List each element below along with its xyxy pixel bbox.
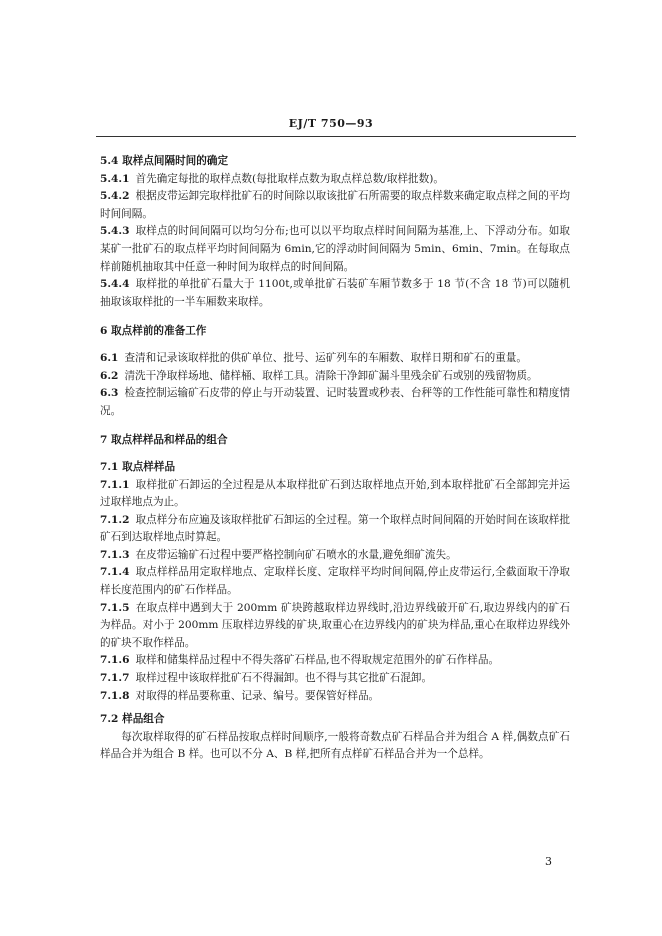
clause-paragraph <box>100 512 570 547</box>
clause-paragraph <box>100 223 570 276</box>
clause-text: 取点样分布应遍及该取样批矿石卸运的全过程。第一个取样点时间间隔的开始时间在该取样批矿石到达取样地点时算起。 <box>100 513 570 544</box>
section-5-4-list <box>100 171 570 312</box>
clause-paragraph <box>100 600 570 653</box>
paragraph-7-2: 每次取样取得的矿石样品按取点样时间顺序,一般将奇数点矿石样品合并为组合 A 样,偶数点矿石样品合并为组合 B 样。也可以不分 A、B 样,把所有点样矿石样品合并为一个总样。 <box>100 730 570 761</box>
clause-number: 6.3 <box>100 387 119 400</box>
page-number: 3 <box>545 855 552 868</box>
clause-text: 取样和储集样品过程中不得失落矿石样品,也不得取规定范围外的矿石作样品。 <box>135 654 500 667</box>
clause-paragraph <box>100 652 570 670</box>
clause-paragraph <box>100 385 570 420</box>
standard-header: EJ/T 750—93 <box>288 117 374 130</box>
clause-number: 5.4.3 <box>100 225 130 238</box>
clause-text: 首先确定每批的取样点数(每批取样点数为取点样总数/取样批数)。 <box>135 172 444 185</box>
document-body <box>100 150 570 764</box>
clause-number: 7.1.5 <box>100 601 130 614</box>
clause-paragraph <box>100 188 570 223</box>
clause-paragraph <box>100 368 570 386</box>
section-6-list <box>100 350 570 420</box>
clause-text: 取样点的时间间隔可以均匀分布;也可以以平均取点样时间间隔为基准,上、下浮动分布。如取某矿一批矿石的取点样平均时间间隔为 6min,它的浮动时间间隔为 5min、6min、7min。在每取点样前随机抽取其中任意一种时间为取样点的时间间隔。 <box>100 225 570 273</box>
clause-paragraph <box>100 688 570 706</box>
clause-text: 在取点样中遇到大于 200mm 矿块跨越取样边界线时,沿边界线破开矿石,取边界线内的矿石为样品。对小于 200mm 压取样边界线的矿块,取重心在边界线内的矿块为样品,重心在取样边界线外的矿块不取作样品。 <box>100 601 570 649</box>
clause-number: 5.4.1 <box>100 172 130 185</box>
clause-paragraph <box>100 670 570 688</box>
clause-number: 5.4.2 <box>100 190 130 203</box>
clause-number: 5.4.4 <box>100 278 130 291</box>
heading-7-2: 7.2 样品组合 <box>100 713 165 726</box>
clause-number: 7.1.6 <box>100 654 130 667</box>
clause-text: 清洗干净取样场地、储样桶、取样工具。清除干净卸矿漏斗里残余矿石或别的残留物质。 <box>124 369 538 382</box>
clause-number: 7.1.2 <box>100 513 130 526</box>
heading-7: 7 取点样样品和样品的组合 <box>100 434 228 447</box>
clause-text: 根据皮带运卸完取样批矿石的时间除以取该批矿石所需要的取点样数来确定取点样之间的平均时间间隔。 <box>100 190 570 220</box>
heading-5-4: 5.4 取样点间隔时间的确定 <box>100 155 229 167</box>
heading-7-1: 7.1 取点样样品 <box>100 460 176 473</box>
clause-text: 在皮带运输矿石过程中要严格控制向矿石喷水的水量,避免细矿流失。 <box>135 548 457 561</box>
clause-paragraph <box>100 350 570 368</box>
clause-number: 6.1 <box>100 351 119 364</box>
clause-text: 对取得的样品要称重、记录、编号。要保管好样品。 <box>135 689 380 702</box>
clause-number: 7.1.3 <box>100 548 130 561</box>
section-7-1-list <box>100 477 570 706</box>
clause-number: 7.1.7 <box>100 672 130 685</box>
clause-text: 取样批的单批矿石量大于 1100t,或单批矿石装矿车厢节数多于 18 节(不含 18 节)可以随机抽取该取样批的一半车厢数来取样。 <box>100 278 570 308</box>
clause-text: 取样批矿石卸运的全过程是从本取样批矿石到达取样地点开始,到本取样批矿石全部卸完并运过取样地点为止。 <box>100 478 570 509</box>
clause-text: 取点样样品用定取样地点、定取样长度、定取样平均时间间隔,停止皮带运行,全截面取干净取样长度范围内的矿石作样品。 <box>100 566 570 597</box>
clause-paragraph <box>100 477 570 512</box>
clause-number: 7.1.1 <box>100 478 130 491</box>
clause-text: 检查控制运输矿石皮带的停止与开动装置、记时装置或秒表、台秤等的工作性能可靠性和精度情况。 <box>100 387 570 417</box>
heading-6: 6 取点样前的准备工作 <box>100 325 207 338</box>
clause-number: 7.1.4 <box>100 566 130 579</box>
clause-paragraph <box>100 564 570 599</box>
clause-number: 7.1.8 <box>100 689 130 702</box>
clause-number: 6.2 <box>100 369 119 382</box>
header-rule <box>96 136 576 137</box>
clause-paragraph <box>100 276 570 311</box>
clause-paragraph <box>100 171 570 189</box>
clause-text: 查清和记录该取样批的供矿单位、批号、运矿列车的车厢数、取样日期和矿石的重量。 <box>124 351 527 364</box>
clause-paragraph <box>100 547 570 565</box>
clause-text: 取样过程中该取样批矿石不得漏卸。也不得与其它批矿石混卸。 <box>135 672 433 685</box>
